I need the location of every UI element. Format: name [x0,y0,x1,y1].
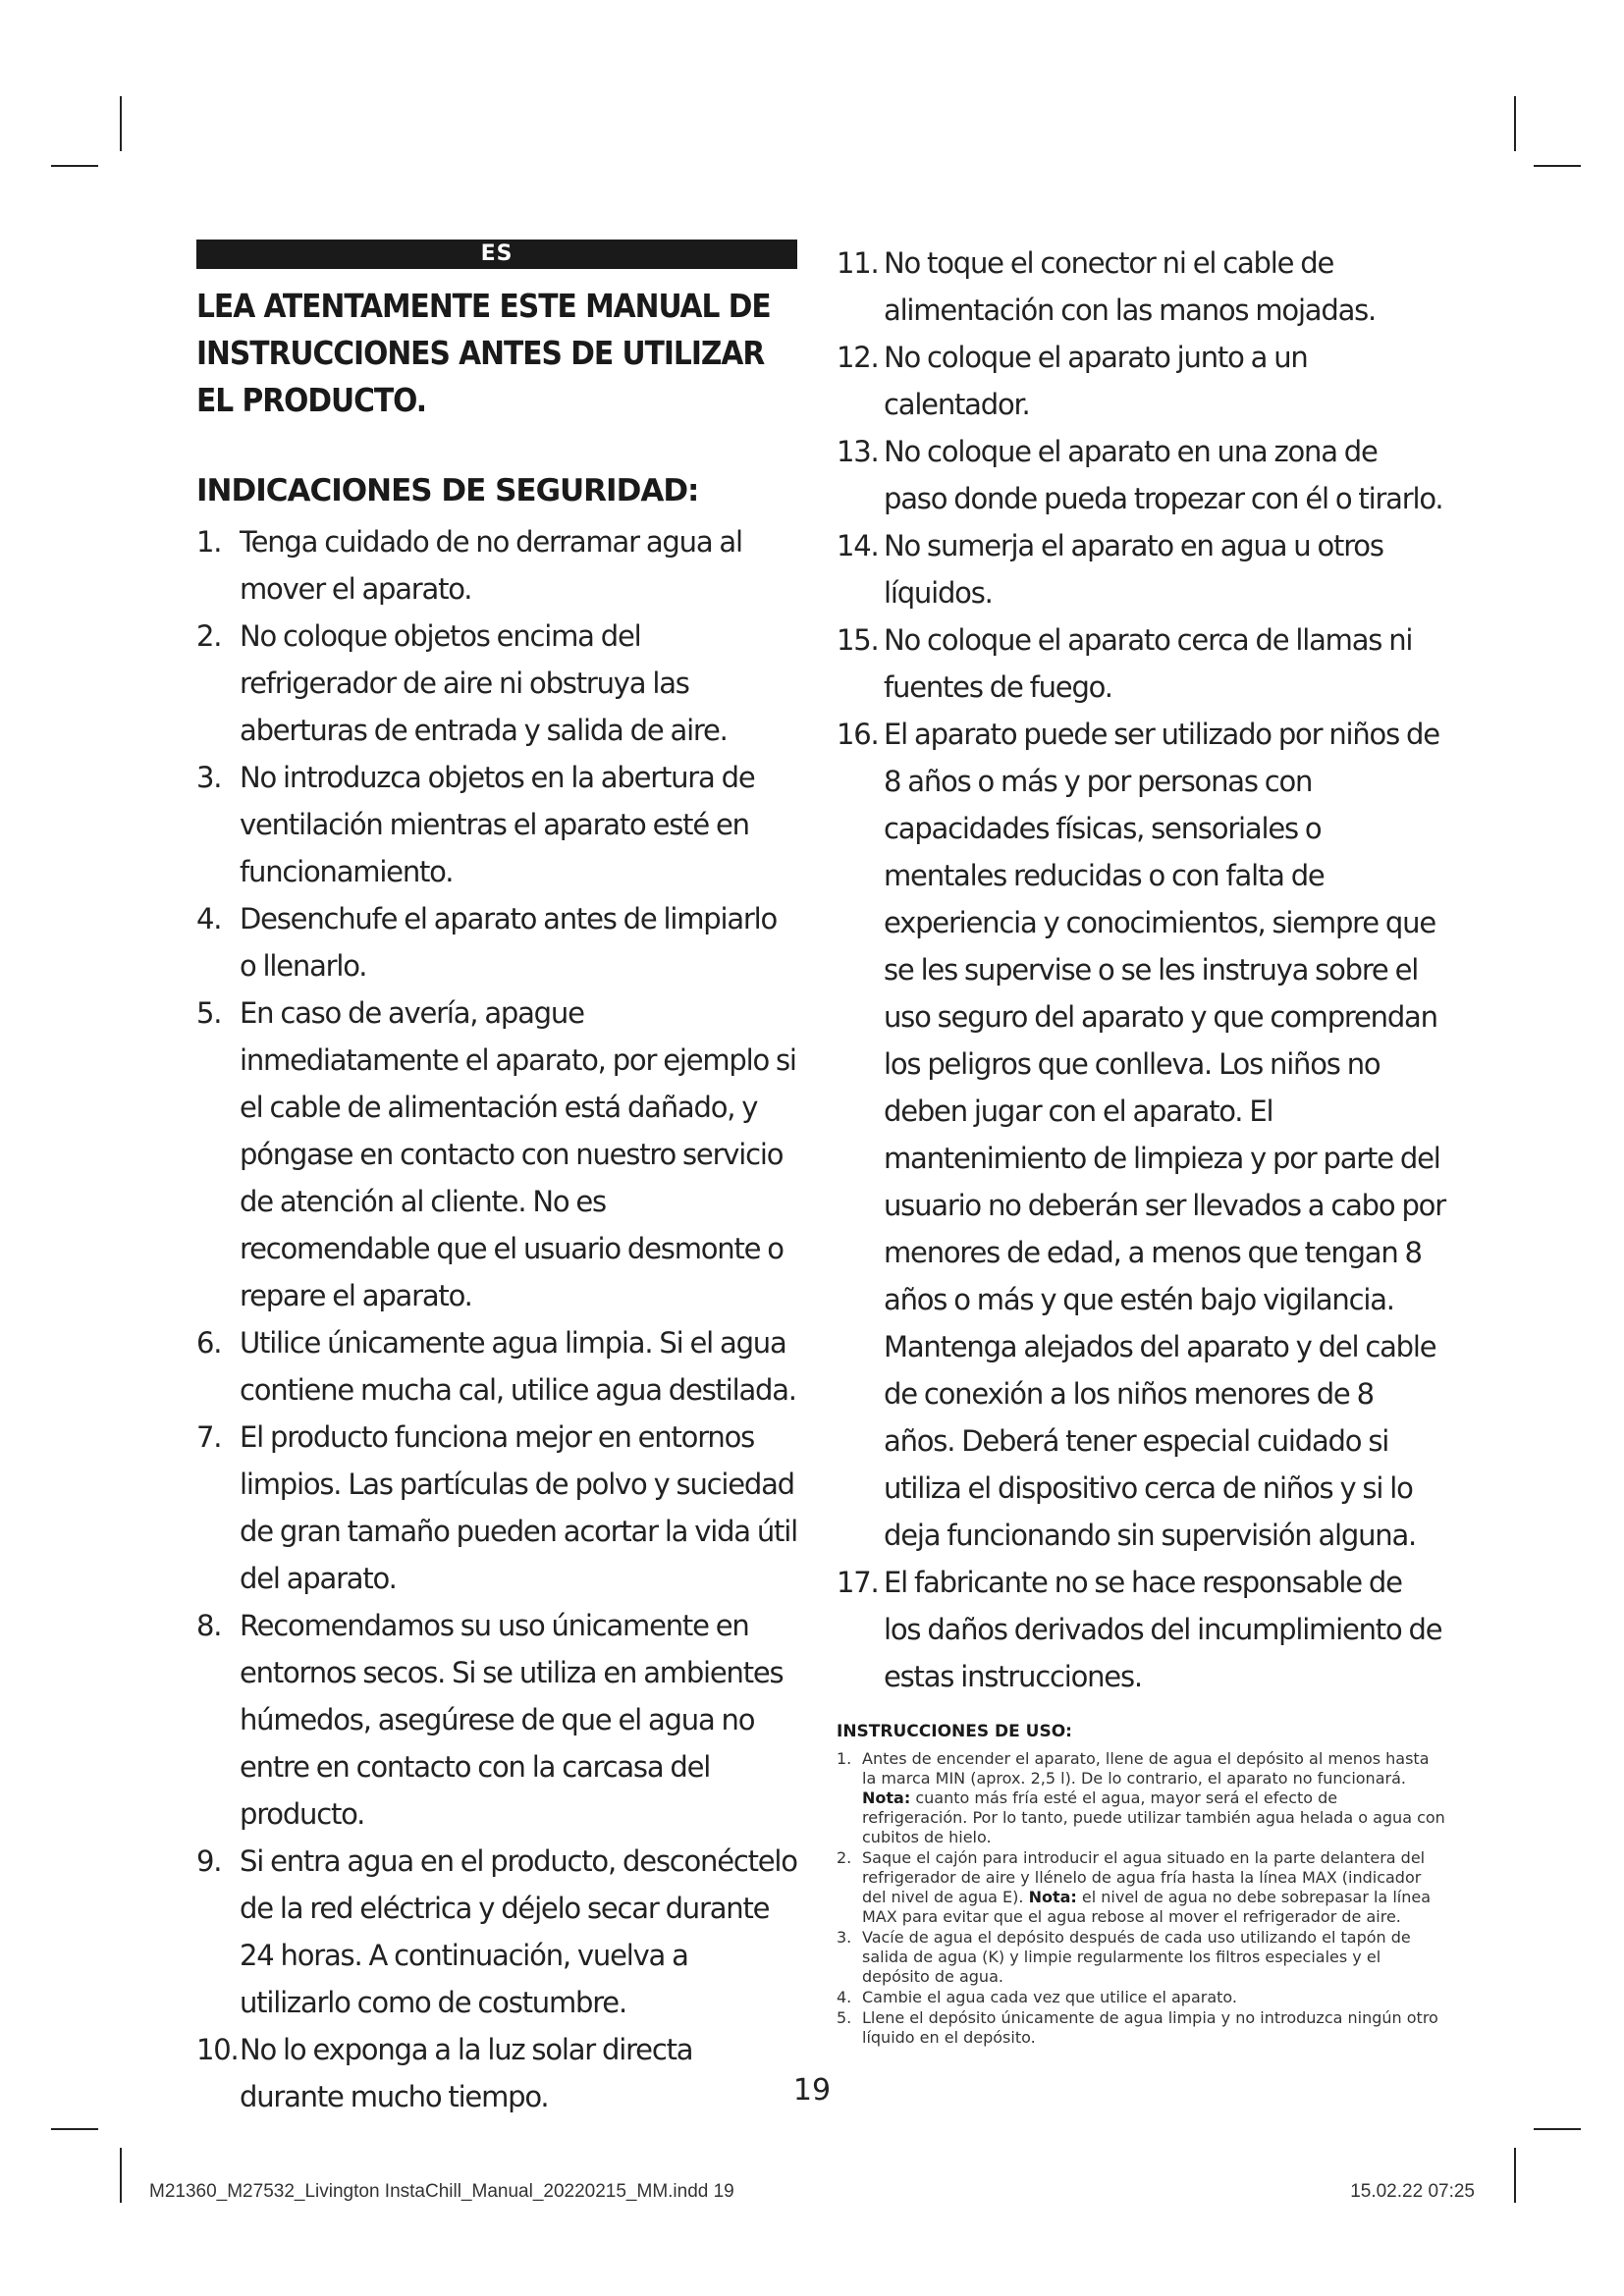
page-number: 19 [792,2073,832,2108]
crop-mark [1514,96,1516,151]
safety-item: 5. En caso de avería, apague inmediatamente el aparato, por ejemplo si el cable de alimentación está dañado, y póngase en contacto con nuestro servicio de atención al cliente. No es recomendable que el usuario desmonte o repare el aparato. [196,996,796,1312]
left-column [196,240,797,2120]
footer-filename: M21360_M27532_Livington InstaChill_Manual_20220215_MM.indd 19 [149,2181,734,2202]
crop-mark [1534,165,1581,167]
usage-item: 1. Antes de encender el aparato, llene de agua el depósito al menos hasta la marca MIN (aprox. 2,5 l). De lo contrario, el aparato no funcionará. Nota: cuanto más fría esté el agua, mayor será el efecto de refrigeración. Por lo tanto, puede utilizar también agua helada o agua con cubitos de hielo. [837,1749,1445,1846]
safety-item: 8. Recomendamos su uso únicamente en entornos secos. Si se utiliza en ambientes húmedos, asegúrese de que el agua no entre en contacto con la carcasa del producto. [196,1609,784,1831]
safety-list-continued [837,240,1445,1700]
safety-item: 4. Desenchufe el aparato antes de limpiarlo o llenarlo. [196,902,778,983]
safety-item: 3. No introduzca objetos en la abertura de ventilación mientras el aparato esté en funcionamiento. [196,761,755,888]
main-title: LEA ATENTAMENTE ESTE MANUAL DE INSTRUCCIONES ANTES DE UTILIZAR EL PRODUCTO. [196,287,771,419]
usage-list [837,1749,1445,2048]
usage-item: 4. Cambie el agua cada vez que utilice el aparato. [837,1988,1237,2006]
crop-mark [1514,2148,1516,2203]
footer-date: 15.02.22 07:25 [1350,2181,1475,2202]
safety-list [196,518,797,2120]
safety-title: INDICACIONES DE SEGURIDAD: [196,473,699,508]
safety-item: 16. El aparato puede ser utilizado por niños de 8 años o más y por personas con capacidades físicas, sensoriales o mentales reducidas o con falta de experiencia y conocimientos, siempre que se les supervise o se les instruya sobre el uso seguro del aparato y que comprendan los peligros que conlleva. Los niños no deben jugar con el aparato. El mantenimiento de limpieza y por parte del usuario no deberán ser llevados a cabo por menores de edad, a menos que tengan 8 años o más y que estén bajo vigilancia. Mantenga alejados del aparato y del cable de conexión a los niños menores de 8 años. Deberá tener especial cuidado si utiliza el dispositivo cerca de niños y si lo deja funcionando sin supervisión alguna. [837,718,1445,1552]
safety-item: 2. No coloque objetos encima del refrigerador de aire ni obstruya las aberturas de entrada y salida de aire. [196,619,728,747]
crop-mark [120,2148,122,2203]
right-column [837,240,1445,2049]
safety-item: 1. Tenga cuidado de no derramar agua al mover el aparato. [196,525,742,606]
safety-item: 7. El producto funciona mejor en entornos limpios. Las partículas de polvo y suciedad de gran tamaño pueden acortar la vida útil del aparato. [196,1420,797,1595]
usage-item: 5. Llene el depósito únicamente de agua limpia y no introduzca ningún otro líquido en el depósito. [837,2008,1438,2047]
safety-item: 15. No coloque el aparato cerca de llamas ni fuentes de fuego. [837,623,1413,704]
safety-item: 6. Utilice únicamente agua limpia. Si el agua contiene mucha cal, utilice agua destilada. [196,1326,796,1407]
safety-item: 14. No sumerja el aparato en agua u otros líquidos. [837,529,1383,610]
crop-mark [51,2128,98,2130]
safety-item: 13. No coloque el aparato en una zona de paso donde pueda tropezar con él o tirarlo. [837,435,1443,515]
usage-title: INSTRUCCIONES DE USO: [837,1722,1072,1741]
usage-item: 3. Vacíe de agua el depósito después de cada uso utilizando el tapón de salida de agua (K) y limpie regularmente los filtros especiales y el depósito de agua. [837,1928,1411,1986]
safety-item: 10. No lo exponga a la luz solar directa durante mucho tiempo. [196,2033,693,2113]
safety-item: 11. No toque el conector ni el cable de alimentación con las manos mojadas. [837,246,1377,327]
crop-mark [120,96,122,151]
safety-item: 12. No coloque el aparato junto a un calentador. [837,341,1308,421]
language-label: ES [196,240,797,269]
crop-mark [51,165,98,167]
crop-mark [1534,2128,1581,2130]
usage-item: 2. Saque el cajón para introducir el agua situado en la parte delantera del refrigerador de aire y llénelo de agua fría hasta la línea MAX (indicador del nivel de agua E). Nota: el nivel de agua no debe sobrepasar la línea MAX para evitar que el agua rebose al mover el refrigerador de aire. [837,1848,1431,1926]
safety-item: 17. El fabricante no se hace responsable de los daños derivados del incumplimiento de estas instrucciones. [837,1566,1442,1693]
safety-item: 9. Si entra agua en el producto, desconéctelo de la red eléctrica y déjelo secar durante 24 horas. A continuación, vuelva a utilizarlo como de costumbre. [196,1844,797,2019]
